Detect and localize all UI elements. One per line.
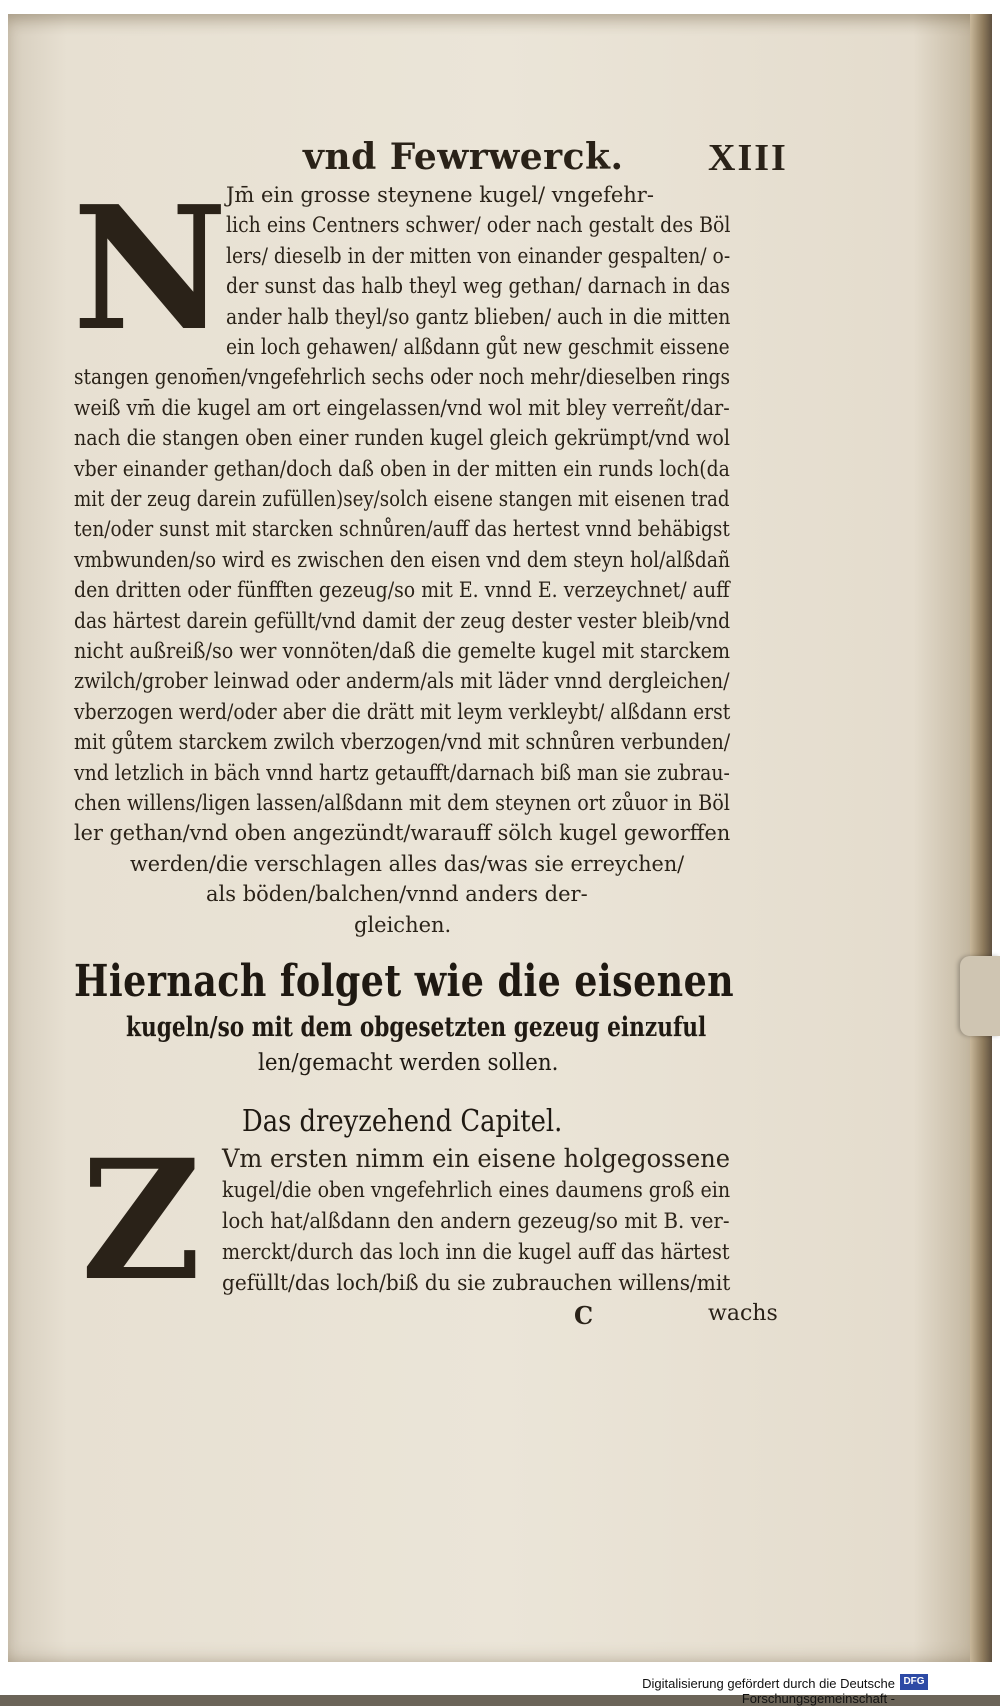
book-page: [8, 14, 992, 1662]
catchword: wachs: [708, 1301, 778, 1326]
text-line: mit gůtem starckem zwilch vberzogen/vnd mit schnůren verbunden/: [74, 730, 731, 755]
text-line: das härtest darein gefüllt/vnd damit der zeug dester vester bleib/vnd: [74, 608, 731, 633]
text-line: zwilch/grober leinwad oder anderm/als mit läder vnnd dergleichen/: [74, 669, 730, 694]
text-line: mit der zeug darein zufüllen)sey/solch eisene stangen mit eisenen trad: [74, 487, 730, 511]
text-line: gefüllt/das loch/biß du sie zubrauchen willens/mit: [222, 1271, 731, 1295]
initial-letter: N: [72, 169, 228, 369]
text-line: den dritten oder fünfften gezeug/so mit E. vnnd E. verzeychnet/ auff: [74, 578, 730, 603]
text-line: ander halb theyl/so gantz blieben/ auch in die mitten: [226, 304, 731, 329]
initial-letter: Z: [80, 1123, 202, 1317]
folio-number: XIII: [708, 137, 788, 179]
section-heading-line2: kugeln/so mit dem obgesetzten gezeug einzuful: [126, 1012, 707, 1043]
section-heading-line1: Hiernach folget wie die eisenen: [74, 956, 735, 1007]
text-line: gleichen.: [354, 912, 452, 937]
text-line: loch hat/alßdann den andern gezeug/so mit B. ver-: [222, 1209, 730, 1233]
text-line: Jm̄ ein grosse steynene kugel/ vngefehr-: [226, 183, 654, 207]
dfg-logo: DFG: [900, 1674, 928, 1690]
running-head-title: vnd Fewrwerck.: [303, 136, 624, 178]
text-line: Vm ersten nimm ein eisene holgegossene: [222, 1144, 731, 1173]
text-line: der sunst das halb theyl weg gethan/ darnach in das: [226, 274, 731, 299]
section-heading-line3: len/gemacht werden sollen.: [258, 1050, 559, 1076]
text-line: ten/oder sunst mit starcken schnůren/auff das hertest vnnd behäbigst: [74, 517, 730, 542]
text-line: kugel/die oben vngefehrlich eines daumens groß ein: [222, 1178, 731, 1202]
text-line: ler gethan/vnd oben angezündt/warauff sölch kugel geworffen: [74, 821, 731, 846]
text-line: vber einander gethan/doch daß oben in der mitten ein runds loch(da: [74, 456, 730, 481]
text-line: nicht außreiß/so wer vonnöten/daß die gemelte kugel mit starckem: [74, 639, 731, 663]
text-line: nach die stangen oben einer runden kugel gleich gekrümpt/vnd wol: [74, 426, 730, 451]
text-line: vberzogen werd/oder aber die drätt mit leym verkleybt/ alßdann erst: [74, 699, 731, 724]
signature-mark: C: [574, 1301, 594, 1330]
text-line: als böden/balchen/vnnd anders der-: [206, 882, 588, 907]
text-line: chen willens/ligen lassen/alßdann mit dem steynen ort zůuor in Böl: [74, 791, 730, 815]
text-line: merckt/durch das loch inn die kugel auff das härtest: [222, 1240, 730, 1264]
text-line: vnd letzlich in bäch vnnd hartz getaufft/darnach biß man sie zubrau-: [74, 760, 730, 785]
text-line: werden/die verschlagen alles das/was sie erreychen/: [130, 851, 685, 876]
text-line: weiß vm̄ die kugel am ort eingelassen/vnd wol mit bley verreñt/dar-: [74, 395, 730, 420]
chapter-title: Das dreyzehend Capitel.: [242, 1104, 563, 1139]
text-line: lich eins Centners schwer/ oder nach gestalt des Böl: [226, 213, 731, 238]
section2-text: [8, 14, 992, 1662]
digitization-credit: Digitalisierung gefördert durch die Deutsche Forschungsgemeinschaft -: [642, 1676, 895, 1706]
text-line: lers/ dieselb in der mitten von einander gespalten/ o-: [226, 243, 731, 268]
text-line: ein loch gehawen/ alßdann gůt new geschmit eissene: [226, 335, 730, 359]
text-line: vmbwunden/so wird es zwischen den eisen vnd dem steyn hol/alßdañ: [74, 547, 730, 572]
text-line: stangen genom̄en/vngefehrlich sechs oder noch mehr/dieselben rings: [74, 365, 731, 390]
